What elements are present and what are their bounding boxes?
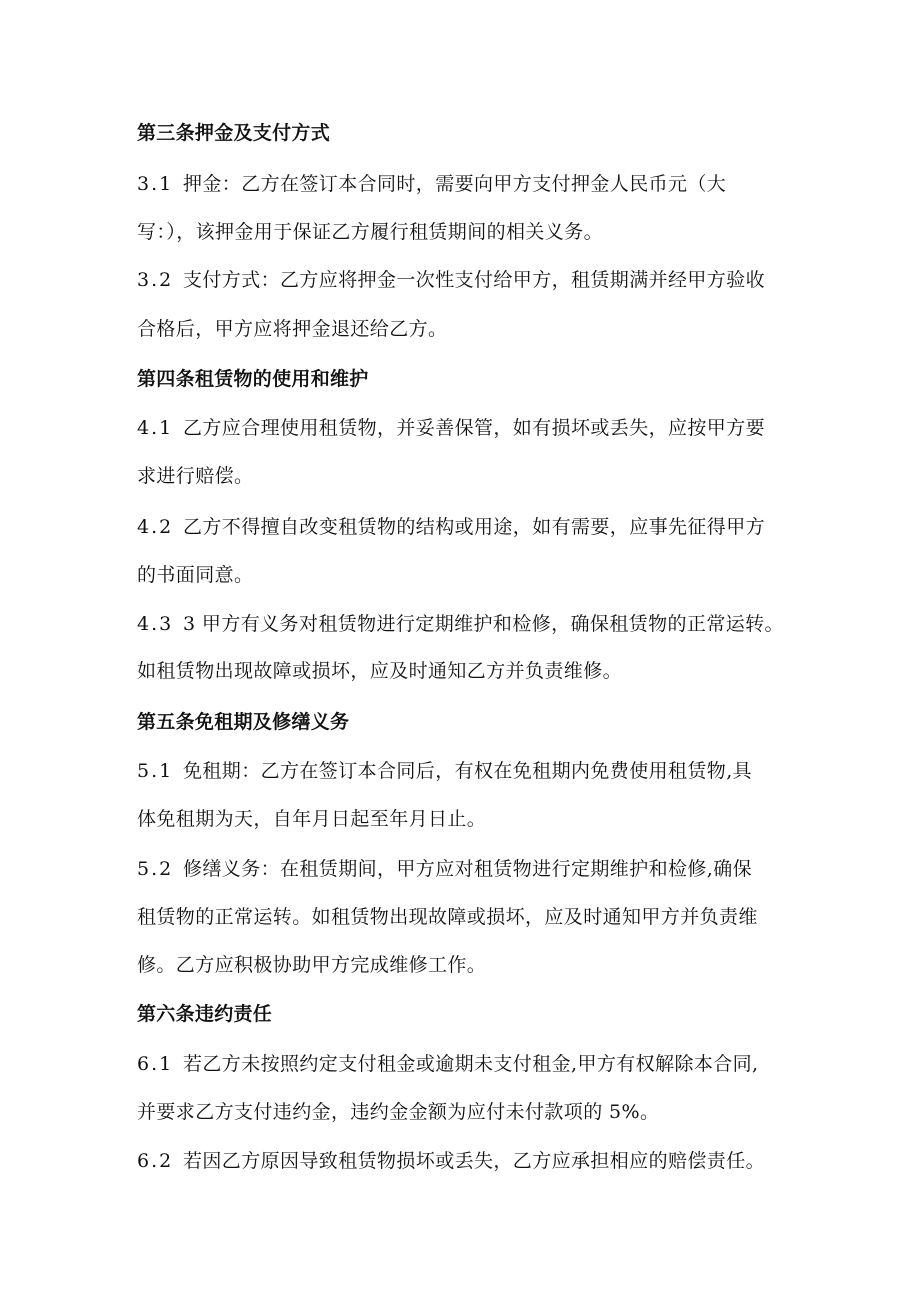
clause-number: 5.2 [137,858,174,880]
clause-text: 若因乙方原因导致租赁物损坏或丢失，乙方应承担相应的赔偿责任。 [183,1150,766,1172]
clause-number: 6.2 [137,1150,174,1172]
clause-continuation: 求进行赔偿。 [137,465,254,487]
clause-text: 乙方不得擅自改变租赁物的结构或用途，如有需要，应事先征得甲方 [183,516,766,538]
section-heading: 第五条免租期及修缮义务 [137,711,350,733]
clause-line [137,1052,758,1076]
clause-continuation: 体免租期为天，自年月日起至年月日止。 [137,808,487,830]
clause-text: 修缮义务：在租赁期间，甲方应对租赁物进行定期维护和检修,确保 [183,858,753,880]
clause-line [137,172,726,196]
clause-continuation: 租赁物的正常运转。如租赁物出现故障或损坏，应及时通知甲方并负责维 [137,906,758,928]
clause-text: 支付方式：乙方应将押金一次性支付给甲方，租赁期满并经甲方验收 [183,269,766,291]
section-heading: 第三条押金及支付方式 [137,122,331,144]
clause-line [137,612,784,636]
clause-text: 若乙方未按照约定支付租金或逾期未支付租金,甲方有权解除本合同, [183,1053,759,1075]
clause-text: 乙方应合理使用租赁物，并妥善保管，如有损坏或丢失，应按甲方要 [183,417,766,439]
clause-line [137,515,765,539]
clause-continuation: 的书面同意。 [137,564,254,586]
clause-line [137,857,752,881]
clause-continuation: 修。乙方应积极协助甲方完成维修工作。 [137,954,487,976]
clause-number: 3.2 [137,269,174,291]
section-heading: 第四条租赁物的使用和维护 [137,368,369,390]
clause-number: 4.1 [137,417,174,439]
clause-number: 6.1 [137,1053,174,1075]
clause-text: 免租期：乙方在签订本合同后，有权在免租期内免费使用租赁物,具 [183,760,753,782]
clause-text: 押金：乙方在签订本合同时，需要向甲方支付押金人民币元（大 [183,173,727,195]
clause-number: 4.3 [137,613,174,635]
clause-line [137,1149,765,1173]
clause-number: 3.1 [137,173,174,195]
clause-number: 5.1 [137,760,174,782]
clause-continuation: 如租赁物出现故障或损坏，应及时通知乙方并负责维修。 [137,660,623,682]
clause-text: 3 甲方有义务对租赁物进行定期维护和检修，确保租赁物的正常运转。 [183,613,784,635]
clause-continuation: 并要求乙方支付违约金，违约金金额为应付未付款项的 5%。 [137,1101,660,1123]
clause-line [137,416,765,440]
clause-continuation: 写：），该押金用于保证乙方履行租赁期间的相关义务。 [137,221,604,243]
section-heading: 第六条违约责任 [137,1003,273,1025]
clause-line [137,759,752,783]
clause-continuation: 合格后，甲方应将押金退还给乙方。 [137,318,448,340]
clause-number: 4.2 [137,516,174,538]
clause-line [137,268,765,292]
